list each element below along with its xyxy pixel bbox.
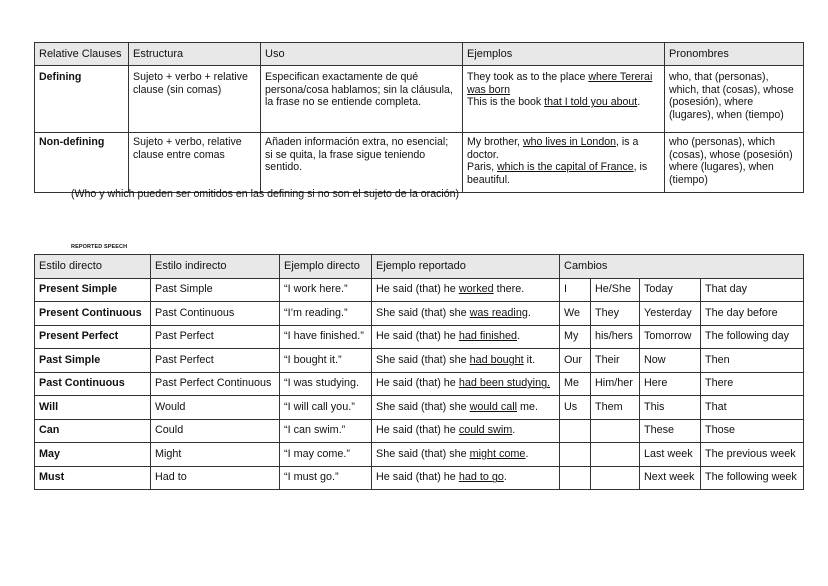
reported-verb: worked (458, 283, 494, 296)
change-time-from: This (640, 396, 701, 420)
change-time-to: The following week (701, 466, 804, 490)
direct-example: “I work here.” (280, 278, 372, 302)
direct-tense: Will (35, 396, 151, 420)
ejemplos-cell (463, 133, 665, 193)
direct-example: “I have finished.” (280, 325, 372, 349)
table-row (35, 278, 804, 302)
example-text: This is the book (467, 96, 545, 109)
reported-text: She said (that) she (376, 353, 470, 366)
direct-tense: May (35, 443, 151, 467)
table-row (35, 466, 804, 490)
indirect-tense: Would (151, 396, 280, 420)
change-pronoun-from: I (560, 278, 591, 302)
indirect-tense: Had to (151, 466, 280, 490)
header-cell: Uso (261, 43, 463, 66)
uso-cell: Añaden información extra, no esencial; si se quita, la frase sigue teniendo sentido. (261, 133, 463, 193)
reported-example (372, 349, 560, 373)
reported-text: . (527, 306, 531, 319)
change-pronoun-to: Them (591, 396, 640, 420)
direct-example: “I may come.” (280, 443, 372, 467)
header-cell: Cambios (560, 255, 804, 279)
table-row (35, 302, 804, 326)
change-pronoun-from (560, 419, 591, 443)
example-text: Paris, (467, 161, 498, 174)
change-pronoun-to: Their (591, 349, 640, 373)
reported-speech-table (34, 254, 804, 490)
direct-example: “I must go.” (280, 466, 372, 490)
direct-example: “I’m reading.” (280, 302, 372, 326)
estructura-cell: Sujeto + verbo + relative clause (sin comas) (129, 66, 261, 133)
uso-cell: Especifican exactamente de qué persona/cosa hablamos; sin la cláusula, la frase no se entiende completa. (261, 66, 463, 133)
change-pronoun-to: He/She (591, 278, 640, 302)
change-time-from: Last week (640, 443, 701, 467)
change-pronoun-from: Me (560, 372, 591, 396)
change-pronoun-to: his/hers (591, 325, 640, 349)
header-cell: Estilo directo (35, 255, 151, 279)
direct-example: “I will call you.” (280, 396, 372, 420)
change-pronoun-to (591, 443, 640, 467)
table-row (35, 372, 804, 396)
header-cell: Pronombres (665, 43, 804, 66)
reported-text: . (525, 447, 529, 460)
change-time-from: Today (640, 278, 701, 302)
change-time-to: Those (701, 419, 804, 443)
ejemplos-cell (463, 66, 665, 133)
change-pronoun-from: My (560, 325, 591, 349)
example-clause: which is the capital of France (497, 161, 634, 174)
reported-verb: could swim (458, 424, 513, 437)
change-time-from: Next week (640, 466, 701, 490)
header-cell: Ejemplo directo (280, 255, 372, 279)
reported-text: She said (that) she (376, 306, 470, 319)
change-time-to: The following day (701, 325, 804, 349)
clause-type: Defining (35, 66, 129, 133)
change-time-to: The previous week (701, 443, 804, 467)
change-pronoun-from: We (560, 302, 591, 326)
direct-tense: Must (35, 466, 151, 490)
header-cell: Estructura (129, 43, 261, 66)
pronombres-cell: who, that (personas), which, that (cosas), whose (posesión), where (lugares), when (tiempo) (665, 66, 804, 133)
table-row (35, 349, 804, 373)
relative-clauses-table (34, 42, 804, 193)
reported-text: He said (that) he (376, 330, 459, 343)
reported-speech-heading: REPORTED SPEECH (71, 244, 128, 250)
table-row (35, 133, 804, 193)
change-time-from: Now (640, 349, 701, 373)
reported-example (372, 278, 560, 302)
reported-text: me. (517, 400, 539, 413)
change-pronoun-from (560, 466, 591, 490)
table-row (35, 443, 804, 467)
change-pronoun-to: They (591, 302, 640, 326)
table-header-row (35, 255, 804, 279)
change-pronoun-from: Us (560, 396, 591, 420)
reported-text: . (503, 471, 507, 484)
direct-tense: Can (35, 419, 151, 443)
table-row (35, 419, 804, 443)
change-pronoun-to (591, 419, 640, 443)
reported-example (372, 396, 560, 420)
table-row (35, 66, 804, 133)
change-time-to: The day before (701, 302, 804, 326)
example-text: They took as to the place (467, 71, 589, 83)
indirect-tense: Might (151, 443, 280, 467)
reported-text: it. (523, 353, 536, 366)
reported-verb: would call (469, 400, 518, 413)
example-text: My brother, (467, 136, 523, 148)
indirect-tense: Past Perfect (151, 325, 280, 349)
change-time-to: That (701, 396, 804, 420)
change-time-from: Tomorrow (640, 325, 701, 349)
clause-type: Non-defining (35, 133, 129, 193)
table-row (35, 325, 804, 349)
reported-text: He said (that) he (376, 471, 459, 484)
change-time-to: Then (701, 349, 804, 373)
header-cell: Ejemplos (463, 43, 665, 66)
direct-tense: Past Continuous (35, 372, 151, 396)
reported-example (372, 443, 560, 467)
example-text: , is beautiful. (467, 161, 648, 186)
reported-text: She said (that) she (376, 400, 470, 413)
reported-example (372, 466, 560, 490)
reported-example (372, 302, 560, 326)
change-pronoun-from: Our (560, 349, 591, 373)
table-row (35, 396, 804, 420)
indirect-tense: Could (151, 419, 280, 443)
reported-verb: might come (469, 447, 526, 460)
reported-text: She said (that) she (376, 447, 470, 460)
indirect-tense: Past Perfect (151, 349, 280, 373)
example-text: , is a doctor. (467, 136, 639, 161)
reported-text: . (512, 424, 516, 437)
indirect-tense: Past Simple (151, 278, 280, 302)
indirect-tense: Past Continuous (151, 302, 280, 326)
example-clause: that I told you about (544, 96, 638, 109)
omission-note: (Who y which pueden ser omitidos en las defining si no son el sujeto de la oración) (71, 188, 460, 200)
header-cell: Estilo indirecto (151, 255, 280, 279)
reported-verb: had to go (458, 471, 504, 484)
change-time-to: There (701, 372, 804, 396)
direct-tense: Present Continuous (35, 302, 151, 326)
change-pronoun-to (591, 466, 640, 490)
reported-text: . (517, 330, 521, 343)
reported-text: He said (that) he (376, 283, 459, 296)
direct-tense: Past Simple (35, 349, 151, 373)
example-text: . (637, 96, 641, 109)
example-clause: where Tererai was born (467, 71, 653, 96)
direct-tense: Present Perfect (35, 325, 151, 349)
reported-verb: had been studying. (458, 377, 551, 390)
direct-example: “I can swim.” (280, 419, 372, 443)
estructura-cell: Sujeto + verbo, relative clause entre comas (129, 133, 261, 193)
reported-example (372, 372, 560, 396)
example-clause: who lives in London (522, 136, 616, 148)
reported-speech-body (35, 278, 804, 490)
header-cell: Ejemplo reportado (372, 255, 560, 279)
change-time-from: Yesterday (640, 302, 701, 326)
change-time-from: Here (640, 372, 701, 396)
direct-tense: Present Simple (35, 278, 151, 302)
reported-verb: had bought (469, 353, 524, 366)
reported-text: there. (493, 283, 525, 296)
pronombres-cell: who (personas), which (cosas), whose (posesión) where (lugares), when (tiempo) (665, 133, 804, 193)
header-cell: Relative Clauses (35, 43, 129, 66)
change-pronoun-to: Him/her (591, 372, 640, 396)
change-time-from: These (640, 419, 701, 443)
reported-example (372, 419, 560, 443)
direct-example: “I bought it.” (280, 349, 372, 373)
reported-verb: had finished (458, 330, 518, 343)
change-pronoun-from (560, 443, 591, 467)
reported-text: He said (that) he (376, 377, 459, 390)
indirect-tense: Past Perfect Continuous (151, 372, 280, 396)
reported-verb: was reading (469, 306, 528, 319)
reported-text: He said (that) he (376, 424, 459, 437)
reported-example (372, 325, 560, 349)
direct-example: “I was studying. (280, 372, 372, 396)
change-time-to: That day (701, 278, 804, 302)
table-header-row (35, 43, 804, 66)
